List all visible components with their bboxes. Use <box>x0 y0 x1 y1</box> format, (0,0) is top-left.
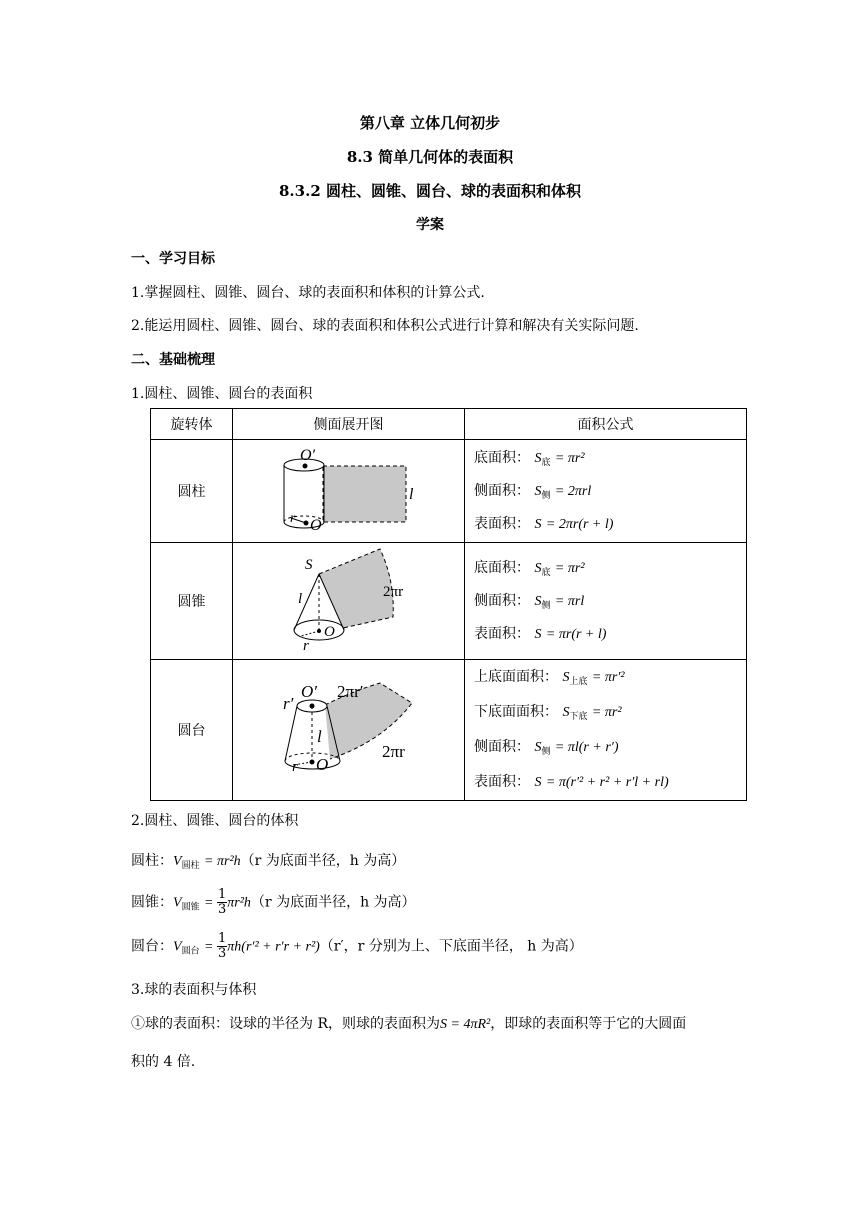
sphere-line-2: 积的 4 倍. <box>131 1054 196 1070</box>
table-row-frustum <box>151 660 747 801</box>
formula-line: 底面积： $S_底 = \pi r^2$ <box>474 559 585 578</box>
header-solid: 旋转体 <box>151 409 233 440</box>
sphere-line-1: ①球的表面积：设球的半径为 R，则球的表面积为S = 4πR²，即球的表面积等于它的大圆面 <box>131 1016 687 1032</box>
cone-net-figure <box>233 544 464 658</box>
sub-heading-volume: 2.圆柱、圆锥、圆台的体积 <box>131 813 299 829</box>
subsection-title: 8.3.2 圆柱、圆锥、圆台、球的表面积和体积 <box>279 182 581 200</box>
label-slant: l <box>298 591 303 607</box>
figure-cell <box>233 660 465 801</box>
section-title: 8.3 简单几何体的表面积 <box>346 148 514 166</box>
heading-basics: 二、基础梳理 <box>131 352 215 368</box>
solid-name: 圆柱 <box>151 440 233 543</box>
table-row-cone <box>151 543 747 660</box>
sphere-formula: S = 4πR² <box>440 1017 491 1032</box>
formula-line: 表面积： S = 2πr(r + l) <box>474 515 614 532</box>
fraction: $\frac{1}{3}$ <box>217 887 227 917</box>
sub-heading-surface-area: 1.圆柱、圆锥、圆台的表面积 <box>131 386 313 402</box>
formula-cell <box>465 660 747 801</box>
label-top-arc: 2πr′ <box>337 682 364 701</box>
fraction: $\frac{1}{3}$ <box>217 931 227 961</box>
label-bottom-center: O <box>316 755 329 774</box>
volume-frustum: 圆台：$V_{圆台}$ = $\frac{1}{3}$ πh(r′² + r′r + r²)（r′，r 分别为上、下底面半径， h 为高） <box>131 931 583 961</box>
formula-line: 表面积： S = π(r′² + r² + r′l + rl) <box>474 774 669 790</box>
label-arc: 2πr <box>383 584 404 600</box>
header-net: 侧面展开图 <box>233 409 465 440</box>
label-radius: r <box>290 511 296 526</box>
formula-line: 侧面积： $S_侧 = \pi rl$ <box>474 592 585 611</box>
sub-heading-sphere: 3.球的表面积与体积 <box>131 982 257 998</box>
table-header-row <box>151 409 747 440</box>
formula-table <box>150 408 747 801</box>
label-top-center: O′ <box>301 682 317 701</box>
header-formula: 面积公式 <box>465 409 747 440</box>
label-side: l <box>409 486 414 503</box>
heading-learning-goals: 一、学习目标 <box>131 251 215 267</box>
goal-2: 2.能运用圆柱、圆锥、圆台、球的表面积和体积公式进行计算和解决有关实际问题. <box>131 318 639 334</box>
cylinder-net-figure <box>233 441 464 541</box>
figure-cell <box>233 440 465 543</box>
volume-cylinder: 圆柱：$V_{圆柱} = \pi r^2h(r$ 为底面半径，h 为高） <box>131 853 406 871</box>
formula-cell <box>465 543 747 660</box>
label-radius: r <box>292 759 298 775</box>
label-top-radius: r′ <box>283 694 294 713</box>
figure-cell <box>233 543 465 660</box>
label-slant: l <box>317 727 322 746</box>
label-apex: S <box>305 557 313 573</box>
goal-1: 1.掌握圆柱、圆锥、圆台、球的表面积和体积的计算公式. <box>131 285 485 301</box>
formula-cell <box>465 440 747 543</box>
volume-cone: 圆锥：$V_{圆锥}$ = $\frac{1}{3}$ πr²h（r 为底面半径，h 为高） <box>131 887 416 917</box>
label-bottom-center: O <box>310 517 322 534</box>
label-top-center: O′ <box>300 447 316 464</box>
solid-name: 圆锥 <box>151 543 233 660</box>
formula-line: 下底面面积： $S_{下底} = \pi r^2$ <box>474 704 622 722</box>
formula-line: 底面积： $S_底 = \pi r^2$ <box>474 449 585 468</box>
chapter-title: 第八章 立体几何初步 <box>359 114 501 132</box>
formula-line: 上底面面积： $S_{上底} = \pi r'^2$ <box>474 669 625 687</box>
table-row-cylinder <box>151 440 747 543</box>
frustum-net-figure <box>233 661 464 799</box>
label-radius: r <box>303 638 309 654</box>
formula-line: 侧面积： $S_侧 = 2\pi rl$ <box>474 482 592 501</box>
solid-name: 圆台 <box>151 660 233 801</box>
label-bottom-arc: 2πr <box>382 742 405 761</box>
formula-line: 侧面积： $S_侧 = \pi l(r + r')$ <box>474 739 619 757</box>
doc-type: 学案 <box>416 217 444 233</box>
label-center: O <box>324 624 335 640</box>
formula-line: 表面积： S = πr(r + l) <box>474 625 607 642</box>
